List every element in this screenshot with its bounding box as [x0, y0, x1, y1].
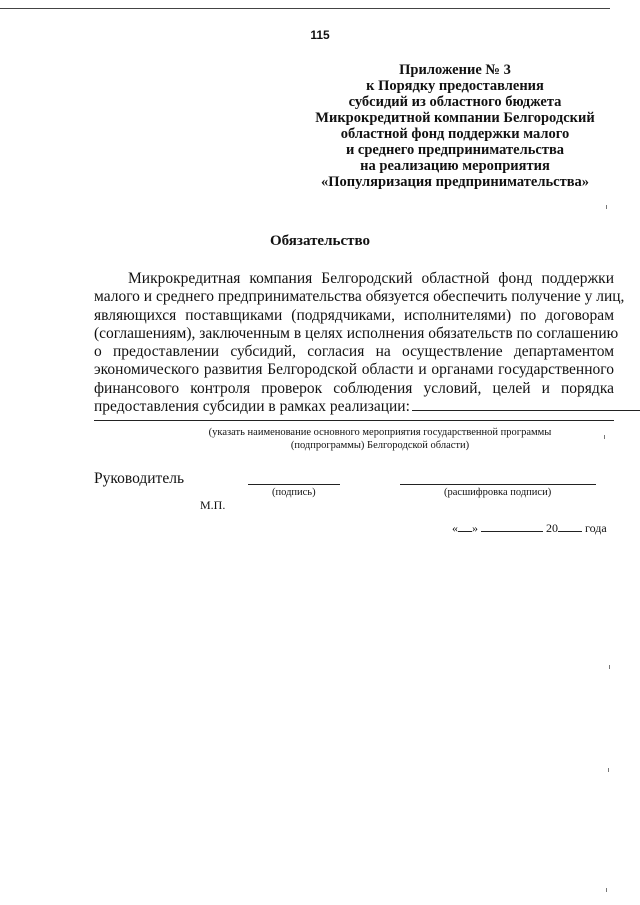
body-line: являющихся поставщиками (подрядчиками, исполнителями) по договорам — [94, 306, 614, 324]
date-suffix: года — [585, 521, 607, 535]
appendix-header — [270, 62, 640, 190]
signature-decoding-caption: (расшифровка подписи) — [444, 487, 552, 498]
body-line: малого и среднего предпринимательства обязуется обеспечить получение у лиц, — [94, 288, 625, 306]
date-day-blank[interactable] — [458, 521, 472, 532]
signature-decoding-line[interactable] — [400, 484, 596, 485]
page-number: 115 — [310, 28, 330, 42]
appendix-line: к Порядку предоставления — [366, 78, 544, 94]
scan-speck — [606, 205, 607, 209]
obligation-body — [94, 270, 625, 416]
date-close-quote: » — [472, 521, 478, 535]
body-line: экономического развития Белгородской области и органами государственного — [94, 361, 614, 379]
appendix-line: «Популяризация предпринимательства» — [320, 174, 590, 190]
appendix-line: областной фонд поддержки малого — [340, 126, 570, 142]
body-line: о предоставлении субсидий, согласия на осуществление департаментом — [94, 343, 614, 361]
stamp-label: М.П. — [200, 498, 226, 512]
date-month-blank[interactable] — [481, 521, 543, 532]
fill-caption-line: (указать наименование основного мероприятия государственной программы — [208, 427, 552, 438]
signature-line[interactable] — [248, 484, 340, 485]
top-border-line — [0, 8, 610, 9]
signature-caption: (подпись) — [272, 487, 316, 498]
body-line: финансового контроля проверок соблюдения условий, целей и порядка — [94, 379, 614, 397]
scan-speck — [608, 768, 609, 772]
appendix-line: Микрокредитной компании Белгородский — [315, 110, 595, 126]
body-line: (соглашениям), заключенным в целях исполнения обязательств по соглашению — [94, 324, 619, 342]
appendix-line: на реализацию мероприятия — [360, 158, 550, 174]
body-line: Микрокредитная компания Белгородский областной фонд поддержки — [128, 270, 614, 287]
date-open-quote: « — [452, 521, 458, 535]
fill-caption — [200, 426, 560, 452]
appendix-line: Приложение № 3 — [399, 62, 511, 78]
body-last-line-row — [94, 398, 614, 416]
program-fill-line-1[interactable] — [412, 398, 640, 411]
head-label: Руководитель — [94, 470, 185, 487]
program-fill-line-2[interactable] — [94, 420, 614, 421]
scan-speck — [606, 888, 607, 892]
appendix-line: и среднего предпринимательства — [345, 142, 565, 158]
scan-speck — [604, 435, 605, 439]
fill-caption-line: (подпрограммы) Белгородской области) — [290, 440, 470, 451]
date-line — [452, 521, 607, 536]
scan-speck — [609, 665, 610, 669]
document-title: Обязательство — [270, 233, 370, 249]
appendix-line: субсидий из областного бюджета — [348, 94, 562, 110]
date-year-blank[interactable] — [558, 521, 582, 532]
date-year-prefix: 20 — [546, 521, 558, 535]
body-last-line: предоставления субсидии в рамках реализации: — [94, 398, 410, 416]
